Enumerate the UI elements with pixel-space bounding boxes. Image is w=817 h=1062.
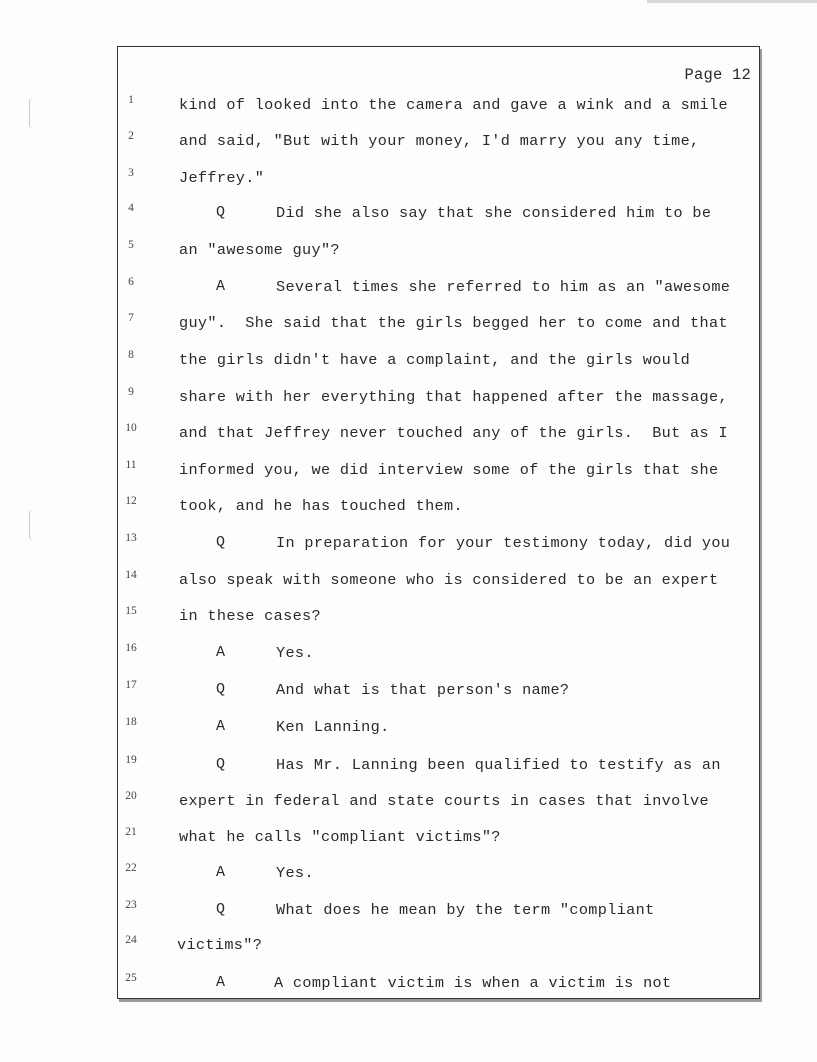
line-text: also speak with someone who is considered to be an expert (179, 571, 719, 589)
qa-marker: A (216, 974, 226, 991)
line-text: in these cases? (179, 607, 321, 625)
line-number: 12 (125, 495, 137, 507)
line-text: Yes. (276, 644, 314, 662)
line-number: 24 (125, 934, 137, 946)
qa-marker: Q (216, 534, 226, 551)
transcript-line (0, 204, 817, 228)
line-text: And what is that person's name? (276, 681, 570, 699)
transcript-line (0, 828, 817, 852)
qa-marker: A (216, 718, 226, 735)
transcript-line (0, 901, 817, 925)
line-text: What does he mean by the term "compliant (276, 901, 655, 919)
page-number: Page 12 (684, 66, 751, 84)
transcript-line (0, 388, 817, 412)
line-number: 21 (125, 826, 137, 838)
line-text: Did she also say that she considered him to be (276, 204, 712, 222)
line-number: 16 (125, 642, 137, 654)
line-number: 5 (128, 239, 134, 251)
line-number: 19 (125, 754, 137, 766)
line-text: and that Jeffrey never touched any of the girls. But as I (179, 424, 728, 442)
line-number: 20 (125, 790, 137, 802)
transcript-line (0, 534, 817, 558)
transcript-line (0, 169, 817, 193)
qa-marker: Q (216, 901, 226, 918)
line-number: 10 (125, 422, 137, 434)
qa-marker: Q (216, 681, 226, 698)
line-number: 17 (125, 679, 137, 691)
line-text: took, and he has touched them. (179, 497, 463, 515)
line-number: 13 (125, 532, 137, 544)
line-text: informed you, we did interview some of the girls that she (179, 461, 719, 479)
line-number: 2 (128, 130, 134, 142)
line-number: 22 (125, 862, 137, 874)
transcript-line (0, 644, 817, 668)
qa-marker: A (216, 644, 226, 661)
line-text: Has Mr. Lanning been qualified to testify as an (276, 756, 721, 774)
transcript-line (0, 96, 817, 120)
qa-marker: A (216, 864, 226, 881)
transcript-line (0, 792, 817, 816)
qa-marker: Q (216, 756, 226, 773)
line-number: 14 (125, 569, 137, 581)
line-number: 4 (128, 202, 134, 214)
transcript-line (0, 241, 817, 265)
transcript-line (0, 974, 817, 998)
transcript-line (0, 424, 817, 448)
line-number: 3 (128, 167, 134, 179)
transcript-line (0, 132, 817, 156)
transcript-line (0, 461, 817, 485)
line-text: the girls didn't have a complaint, and the girls would (179, 351, 691, 369)
line-text: expert in federal and state courts in cases that involve (179, 792, 709, 810)
line-text: Yes. (276, 864, 314, 882)
line-text: share with her everything that happened after the massage, (179, 388, 728, 406)
qa-marker: A (216, 278, 226, 295)
line-text: an "awesome guy"? (179, 241, 340, 259)
line-number: 15 (125, 605, 137, 617)
line-text: A compliant victim is when a victim is not (274, 974, 672, 992)
line-number: 6 (128, 276, 134, 288)
line-text: Jeffrey." (179, 169, 265, 187)
transcript-line (0, 278, 817, 302)
line-number: 9 (128, 386, 134, 398)
line-text: what he calls "compliant victims"? (179, 828, 501, 846)
transcript-line (0, 314, 817, 338)
line-number: 11 (125, 459, 137, 471)
transcript-line (0, 756, 817, 780)
scan-edge-mark (647, 0, 817, 3)
line-text: In preparation for your testimony today, did you (276, 534, 731, 552)
transcript-line (0, 864, 817, 888)
transcript-line (0, 607, 817, 631)
line-number: 7 (128, 312, 134, 324)
line-number: 18 (125, 716, 137, 728)
line-text: Several times she referred to him as an "awesome (276, 278, 731, 296)
line-number: 25 (125, 972, 137, 984)
line-number: 23 (125, 899, 137, 911)
line-text: victims"? (177, 936, 263, 954)
line-text: and said, "But with your money, I'd marry you any time, (179, 132, 700, 150)
qa-marker: Q (216, 204, 226, 221)
line-text: Ken Lanning. (276, 718, 390, 736)
line-text: guy". She said that the girls begged her to come and that (179, 314, 728, 332)
transcript-line (0, 681, 817, 705)
line-text: kind of looked into the camera and gave a wink and a smile (179, 96, 728, 114)
transcript-line (0, 718, 817, 742)
transcript-line (0, 351, 817, 375)
transcript-line (0, 936, 817, 960)
line-number: 8 (128, 349, 134, 361)
transcript-line (0, 497, 817, 521)
transcript-line (0, 571, 817, 595)
line-number: 1 (128, 94, 134, 106)
